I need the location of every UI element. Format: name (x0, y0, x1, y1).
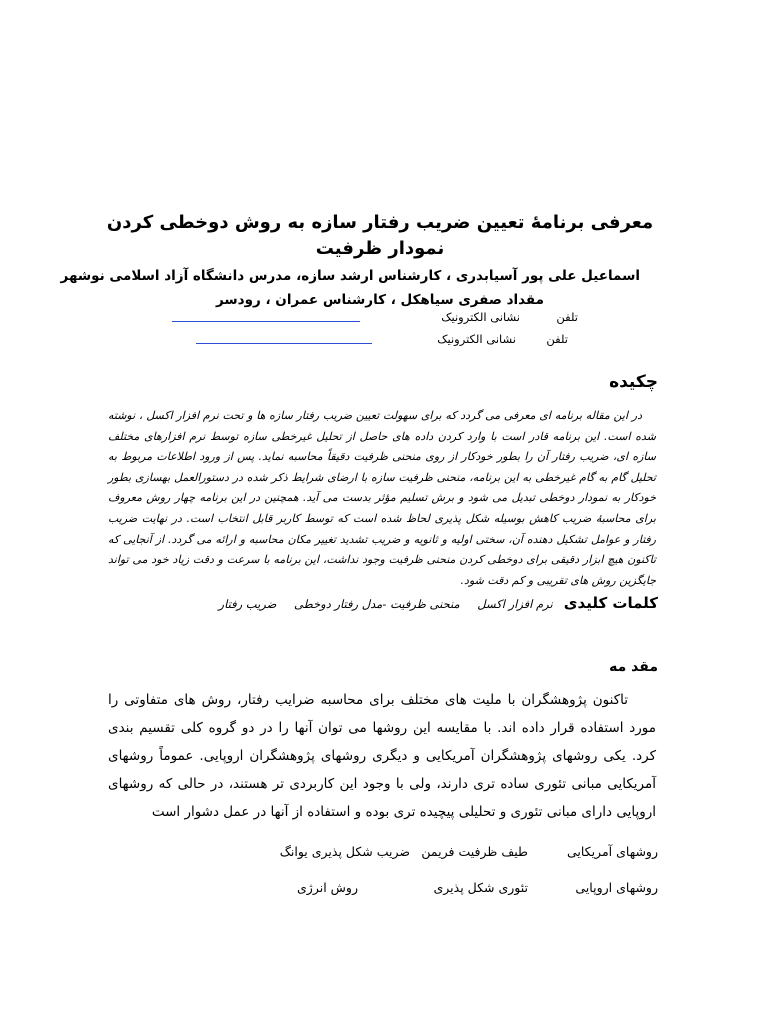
contact-row-1 (160, 308, 600, 326)
abstract-paragraph: در این مقاله برنامه ای معرفی می گردد که برای سهولت تعیین ضریب رفتار سازه ها و تحت نرم افزار اکسل ، نوشته شده است. این برنامه قادر است با وارد کردن داده های حاصل از تحلیل غیرخطی سازه توسط نرم افزارهای مختلف سازه ای، ضریب رفتار آن را بطور خودکار از روی منحنی ظرفیت دقیقاً محاسبه نماید. پس از ورود اطلاعات مربوط به تحلیل گام به گام غیرخطی به این برنامه، منحنی ظرفیت سازه با ارضای شرایط ذکر شده در دستورالعمل بهسازی بطور خودکار به نمودار دوخطی تبدیل می شود و برش تسلیم مؤثر بدست می آید. همچنین در این برنامه چهار روش معروف برای محاسبهٔ ضریب کاهش بوسیله شکل پذیری لحاظ شده است که توسط کاربر قابل انتخاب است. در نهایت ضریب رفتار و عوامل تشکیل دهنده آن، سختی اولیه و ثانویه و ضریب تشدید تغییر مکان محاسبه و ارائه می گردد. از آنجایی که تاکنون هیچ ابزار دقیقی برای دوخطی کردن منحنی ظرفیت وجود نداشت، این برنامه با سرعت و دقت زیاد خود می تواند جایگزین روش های تقریبی و کم دقت شود. (108, 409, 656, 587)
paper-title: معرفی برنامهٔ تعیین ضریب رفتار سازه به روش دوخطی کردن نمودار ظرفیت (106, 212, 654, 259)
methods-cell: روشهای اروپایی (575, 880, 658, 895)
authors-block (60, 264, 640, 312)
email-label: نشانی الکترونیک (441, 310, 520, 324)
methods-cell: روش انرژی (297, 880, 358, 895)
email-link-line[interactable] (196, 343, 372, 344)
keywords-list (205, 597, 553, 611)
methods-row (138, 842, 658, 878)
methods-cell: طیف ظرفیت فریمن (421, 844, 528, 859)
author-line-2: مقداد صفری سیاهکل ، کارشناس عمران ، رودسر (216, 292, 544, 308)
methods-row (138, 878, 658, 914)
keyword-item: منحنی ظرفیت -مدل رفتار دوخطی (294, 597, 460, 611)
methods-cell: روشهای آمریکایی (566, 844, 658, 859)
keywords-row (98, 590, 658, 616)
methods-cell: تئوری شکل پذیری (433, 880, 528, 895)
author-line-1: اسماعیل علی پور آسیابدری ، کارشناس ارشد سازه، مدرس دانشگاه آزاد اسلامی نوشهر (60, 268, 640, 284)
methods-cell: ضریب شکل پذیری یوانگ (279, 844, 410, 859)
email-label: نشانی الکترونیک (437, 332, 516, 346)
intro-body (108, 686, 656, 826)
keyword-item: ضریب رفتار (218, 597, 277, 611)
intro-paragraph: تاکنون پژوهشگران با ملیت های مختلف برای محاسبه ضرایب رفتار، روش های متفاوتی را مورد استفاده قرار داده اند. با مقایسه این روشها می توان آنها را در دو گروه کلی تقسیم بندی کرد. یکی روشهای پژوهشگران آمریکایی و دیگری روشهای پژوهشگران اروپایی. عموماً روشهای آمریکایی مبانی تئوری ساده تری دارند، ولی با وجود این کاربردی تر هستند، در حالی که روشهای اروپایی دارای مبانی تئوری و تحلیلی پیچیده تری بوده و استفاده از آنها در عمل دشوار است (108, 692, 656, 820)
intro-heading: مقد مه (609, 659, 658, 675)
phone-label: تلفن (556, 310, 578, 324)
abstract-body (108, 406, 656, 591)
keywords-label: کلمات کلیدی (563, 594, 658, 612)
phone-label: تلفن (546, 332, 568, 346)
email-link-line[interactable] (172, 321, 360, 322)
abstract-heading: چکیده (609, 372, 658, 392)
methods-table (138, 842, 658, 914)
keyword-item: نرم افزار اکسل (477, 597, 553, 611)
contact-row-2 (160, 330, 600, 348)
